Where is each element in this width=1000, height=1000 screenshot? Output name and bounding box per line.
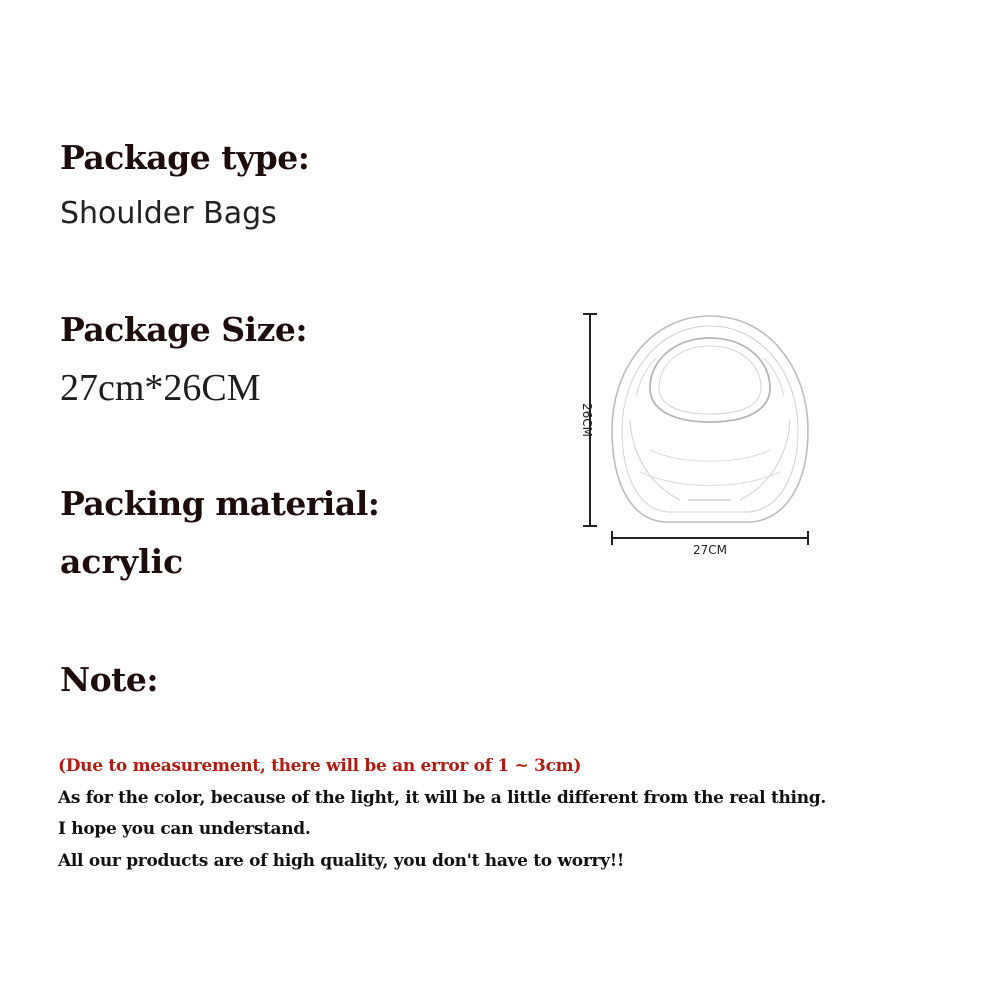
height-label: 26CM: [580, 402, 594, 438]
note-line-quality: All our products are of high quality, you don't have to worry!!: [58, 851, 625, 871]
packing-material-heading: Packing material:: [60, 484, 380, 523]
bag-outline-drawing: [570, 300, 830, 570]
package-size-value: 27cm*26CM: [60, 367, 261, 409]
note-line-understand: I hope you can understand.: [58, 819, 311, 839]
bag-body: [612, 316, 808, 522]
package-type-value: Shoulder Bags: [60, 196, 277, 231]
packing-material-value: acrylic: [60, 542, 184, 581]
width-label: 27CM: [692, 543, 728, 557]
note-line-measurement: (Due to measurement, there will be an error of 1 ~ 3cm): [58, 756, 582, 776]
bag-dimension-figure: [570, 300, 830, 570]
package-type-heading: Package type:: [60, 138, 310, 177]
note-line-color: As for the color, because of the light, it will be a little different from the real thing.: [58, 788, 826, 808]
package-size-heading: Package Size:: [60, 310, 307, 349]
note-heading: Note:: [60, 660, 159, 699]
